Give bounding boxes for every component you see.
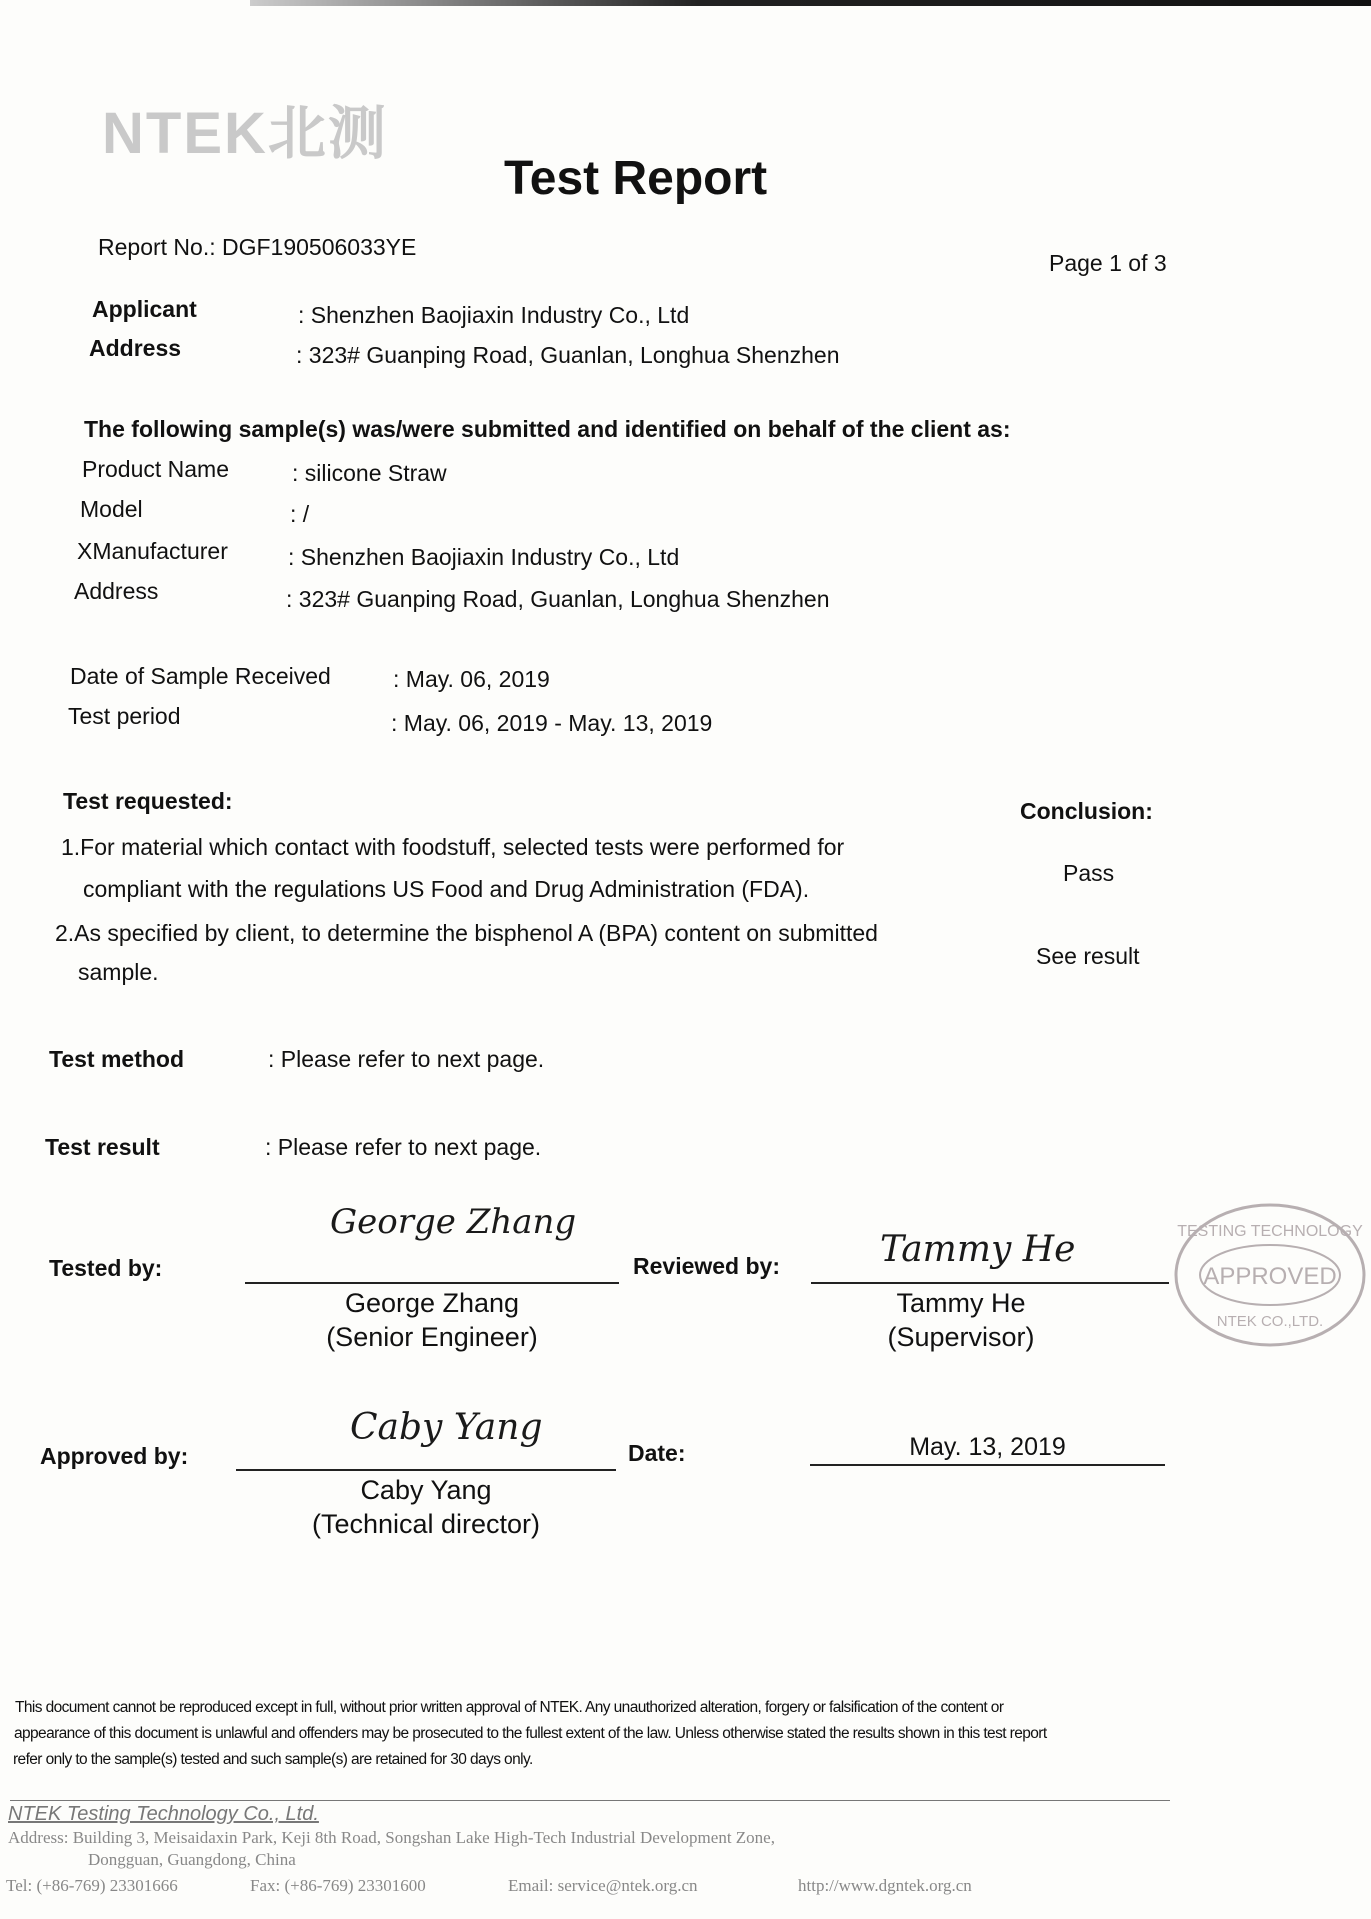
footer-fax: Fax: (+86-769) 23301600: [250, 1876, 426, 1895]
stamp-top-text: TESTING TECHNOLOGY: [1177, 1223, 1363, 1240]
reviewer-signature: Tammy He: [880, 1229, 1076, 1270]
test-result-label: Test result: [45, 1134, 160, 1160]
tester-name: George Zhang: [344, 1288, 520, 1318]
tested-by-line: [245, 1282, 619, 1284]
scan-edge: [250, 0, 1371, 6]
date-line: [810, 1464, 1165, 1466]
approved-by-line: [236, 1469, 616, 1471]
date-received-value: : May. 06, 2019: [393, 666, 550, 692]
approval-date: May. 13, 2019: [909, 1433, 1066, 1461]
test-period-value: : May. 06, 2019 - May. 13, 2019: [391, 710, 713, 736]
test-item-2-line1: 2.As specified by client, to determine the bisphenol A (BPA) content on submitted: [55, 920, 878, 946]
reviewer-title: (Supervisor): [887, 1321, 1035, 1352]
model-value: : /: [290, 501, 310, 527]
approver-title: (Technical director): [311, 1508, 541, 1539]
reviewer-name: Tammy He: [896, 1288, 1026, 1318]
page-title: Test Report: [504, 152, 768, 205]
approver-name: Caby Yang: [360, 1475, 492, 1505]
date-received-label: Date of Sample Received: [70, 663, 331, 689]
footer-address-2: Dongguan, Guangdong, China: [88, 1850, 296, 1869]
sample-intro: The following sample(s) was/were submitted and identified on behalf of the client as:: [84, 416, 1011, 442]
tester-signature: George Zhang: [330, 1202, 577, 1242]
manufacturer-value: : Shenzhen Baojiaxin Industry Co., Ltd: [288, 544, 680, 570]
applicant-label: Applicant: [92, 296, 197, 322]
approved-stamp: [1172, 1200, 1368, 1350]
footer-company: NTEK Testing Technology Co., Ltd.: [8, 1803, 319, 1825]
disclaimer-line-3: refer only to the sample(s) tested and such sample(s) are retained for 30 days only.: [13, 1751, 533, 1768]
applicant-address-label: Address: [89, 335, 182, 361]
test-item-2-conclusion: See result: [1036, 943, 1140, 969]
stamp-bottom-text: NTEK CO.,LTD.: [1216, 1313, 1324, 1330]
approver-signature: Caby Yang: [350, 1407, 543, 1448]
footer-email: Email: service@ntek.org.cn: [508, 1876, 698, 1895]
tested-by-label: Tested by:: [49, 1255, 163, 1281]
tester-title: (Senior Engineer): [326, 1321, 538, 1352]
ntek-logo: NTEK北测: [102, 101, 388, 166]
footer-website[interactable]: http://www.dgntek.org.cn: [798, 1876, 972, 1895]
sample-address-value: : 323# Guanping Road, Guanlan, Longhua Shenzhen: [286, 586, 830, 612]
conclusion-label: Conclusion:: [1020, 798, 1153, 824]
footer-address-1: Address: Building 3, Meisaidaxin Park, Keji 8th Road, Songshan Lake High-Tech Industrial Development Zone,: [8, 1828, 775, 1847]
stamp-center-text: APPROVED: [1203, 1263, 1337, 1290]
page-number: Page 1 of 3: [1049, 250, 1167, 276]
reviewer-block: [811, 1287, 1111, 1355]
product-name-value: : silicone Straw: [292, 460, 447, 486]
sample-address-label: Address: [74, 578, 159, 604]
test-item-2-line2: sample.: [78, 959, 159, 985]
tester-block: [245, 1287, 619, 1355]
footer-rule: [10, 1800, 1170, 1801]
reviewed-by-label: Reviewed by:: [633, 1253, 780, 1279]
reviewed-by-line: [811, 1282, 1169, 1284]
approver-block: [236, 1474, 616, 1542]
applicant-value: : Shenzhen Baojiaxin Industry Co., Ltd: [298, 302, 690, 328]
test-method-label: Test method: [49, 1046, 185, 1072]
disclaimer-line-2: appearance of this document is unlawful and offenders may be prosecuted to the fullest extent of the law. Unless otherwise stated the results shown in this test report: [14, 1725, 1047, 1742]
disclaimer-line-1: This document cannot be reproduced except in full, without prior written approval of NTEK. Any unauthorized alteration, forgery or falsification of the content or: [15, 1699, 1004, 1716]
test-item-1-line2: compliant with the regulations US Food and Drug Administration (FDA).: [83, 876, 810, 902]
model-label: Model: [80, 496, 143, 522]
test-requested-label: Test requested:: [63, 788, 233, 814]
test-period-label: Test period: [68, 703, 181, 729]
report-number: Report No.: DGF190506033YE: [98, 234, 417, 260]
test-result-value: : Please refer to next page.: [265, 1134, 542, 1160]
approved-by-label: Approved by:: [40, 1443, 189, 1469]
manufacturer-label: XManufacturer: [77, 538, 228, 564]
test-method-value: : Please refer to next page.: [268, 1046, 545, 1072]
date-label: Date:: [628, 1440, 686, 1466]
product-name-label: Product Name: [82, 456, 230, 482]
test-item-1-line1: 1.For material which contact with foodstuff, selected tests were performed for: [61, 834, 845, 860]
footer-tel: Tel: (+86-769) 23301666: [6, 1876, 178, 1895]
test-item-1-conclusion: Pass: [1063, 860, 1115, 886]
applicant-address-value: : 323# Guanping Road, Guanlan, Longhua Shenzhen: [296, 342, 840, 368]
